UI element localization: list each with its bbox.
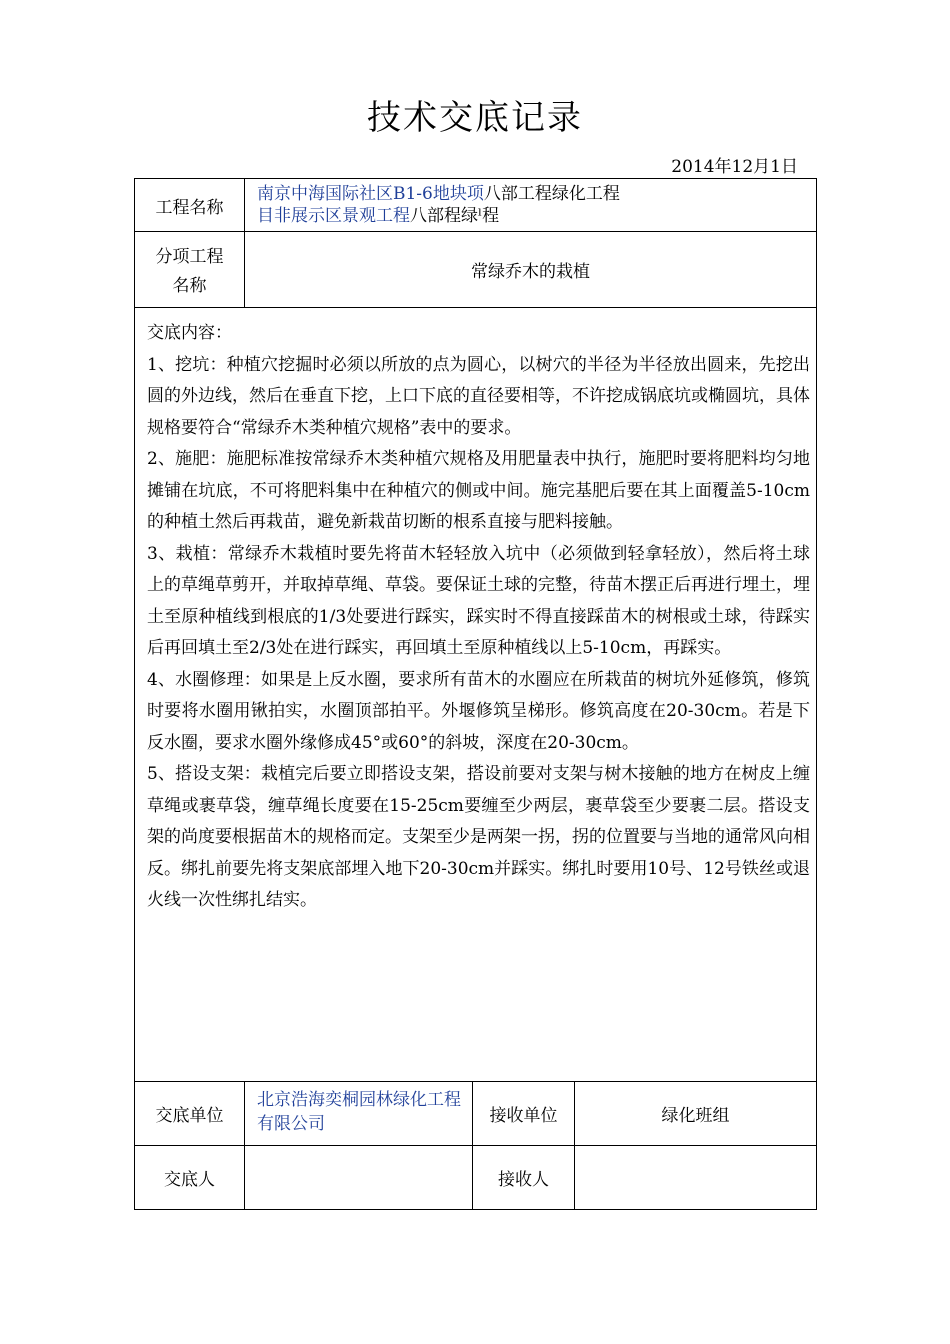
content-paragraph-2: 2、施肥：施肥标准按常绿乔木类种植穴规格及用肥量表中执行，施肥时要将肥料均匀地摊铺在坑底，不可将肥料集中在种植穴的侧或中间。施完基肥后要在其上面覆盖5-10cm的种植土然后再栽苗，避免新栽苗切断的根系直接与肥料接触。 [147,449,810,532]
project-name-line-1-blue: 南京中海国际社区B1-6地块项 [257,184,484,204]
project-name-line-2 [257,205,806,227]
project-name-line-2-black: 八部程绿ˡ程 [410,206,500,226]
content-paragraph-3: 3、栽植：常绿乔木栽植时要先将苗木轻轻放入坑中（必须做到轻拿轻放），然后将土球上的草绳草剪开，并取掉草绳、草袋。要保证土球的完整，待苗木摆正后再进行埋土，埋土至原种植线到根底的1/3处要进行踩实，踩实时不得直接踩苗木的树根或土球，待踩实后再回填土至2/3处在进行踩实，再回填土至原种植线以上5-10cm，再踩实。 [147,543,810,658]
subproject-label-line-2: 名称 [172,275,207,296]
handover-unit-label: 交底单位 [135,1082,245,1146]
document-date: 2014年12月1日 [671,157,798,177]
receiver-unit-label: 接收单位 [473,1082,575,1146]
project-name-label: 工程名称 [135,179,245,232]
handover-unit-value: 北京浩海奕桐园林绿化工程有限公司 [245,1082,473,1146]
handover-content [135,308,817,1082]
subproject-row [135,232,817,308]
receiver-person-value [575,1146,817,1210]
handover-person-value [245,1146,473,1210]
project-name-row [135,179,817,232]
project-name-value [245,179,817,232]
subproject-label-line-1: 分项工程 [155,246,224,267]
content-paragraph-5: 5、搭设支架：栽植完后要立即搭设支架，搭设前要对支架与树木接触的地方在树皮上缠草绳或裹草袋，缠草绳长度要在15-25cm要缠至少两层，裹草袋至少要裹二层。搭设支架的尚度要根据苗木的规格而定。支架至少是两架一拐，拐的位置要与当地的通常风向相反。绑扎前要先将支架底部埋入地下20-30cm并踩实。绑扎时要用10号、12号铁丝或退火线一次性绑扎结实。 [147,764,810,910]
subproject-label [135,232,245,308]
content-row [135,308,817,1082]
handover-person-row [135,1146,817,1210]
record-table [134,178,817,1210]
project-name-line-1-black: 八部工程绿化工程 [483,184,620,204]
subproject-value: 常绿乔木的栽植 [245,232,817,308]
handover-unit-row [135,1082,817,1146]
project-name-line-2-blue: 目非展示区景观工程 [257,206,410,226]
receiver-person-label: 接收人 [473,1146,575,1210]
receiver-unit-value: 绿化班组 [575,1082,817,1146]
content-paragraph-4: 4、水圈修理：如果是上反水圈，要求所有苗木的水圈应在所栽苗的树坑外延修筑，修筑时要将水圈用锹拍实，水圈顶部拍平。外堰修筑呈梯形。修筑高度在20-30cm。若是下反水圈，要求水圈外缘修成45°或60°的斜坡，深度在20-30cm。 [147,669,810,753]
content-paragraph-1: 1、挖坑：种植穴挖掘时必须以所放的点为圆心，以树穴的半径为半径放出圆来，先挖出圆的外边线，然后在垂直下挖，上口下底的直径要相等，不许挖成锅底坑或椭圆坑，具体规格要符合“常绿乔木类种植穴规格”表中的要求。 [147,354,810,438]
project-name-line-1 [257,183,806,205]
content-heading: 交底内容： [147,323,232,343]
document-title: 技术交底记录 [367,98,583,138]
handover-person-label: 交底人 [135,1146,245,1210]
